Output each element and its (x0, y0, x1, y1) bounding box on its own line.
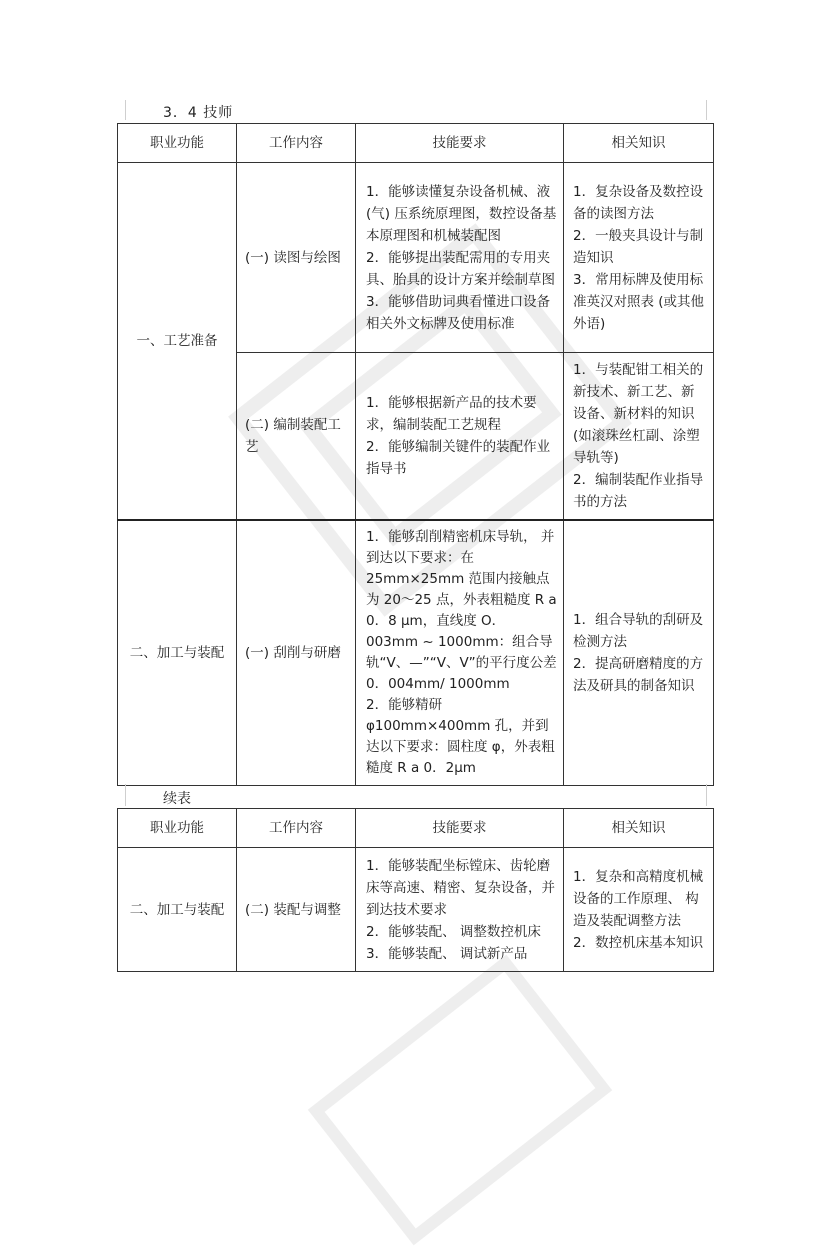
header-content: 工作内容 (237, 124, 356, 163)
skill-item: 1．能够刮削精密机床导轨， 并到达以下要求：在 25mm×25mm 范围内接触点为 20～25 点，外表粗糙度 R a 0．8 μm，直线度 O．003mm ~ 1000mm：组合导轨“V、—”“V、V”的平行度公差 0．004mm/ 1000mm (366, 529, 557, 692)
skills-cell (356, 520, 564, 786)
knowledge-item: 1．复杂和高精度机械设备的工作原理、 构造及装配调整方法 (573, 868, 704, 929)
content-cell: (一) 读图与绘图 (237, 163, 356, 353)
skill-item: 1．能够读懂复杂设备机械、液(气) 压系统原理图，数控设备基本原理图和机械装配图 (366, 183, 557, 244)
knowledge-item: 2．编制装配作业指导书的方法 (573, 472, 704, 510)
table-row (118, 163, 714, 353)
skills-cell (356, 848, 564, 972)
skill-item: 1．能够根据新产品的技术要求，编制装配工艺规程 (366, 395, 537, 433)
skill-item: 2．能够编制关键件的装配作业指导书 (366, 439, 551, 477)
function-cell: 二、加工与装配 (118, 848, 237, 972)
header-content: 工作内容 (237, 809, 356, 848)
table-row (118, 520, 714, 786)
header-skills: 技能要求 (356, 809, 564, 848)
section-title: 3．4 技师 (163, 105, 234, 121)
skills-table-continued (117, 808, 714, 972)
skill-item: 1．能够装配坐标镗床、齿轮磨床等高速、精密、复杂设备，并到达技术要求 (366, 857, 555, 918)
knowledge-cell (564, 848, 714, 972)
knowledge-item: 2．数控机床基本知识 (573, 934, 704, 951)
skill-item: 2．能够精研 φ100mm×400mm 孔，并到达以下要求：圆柱度 φ，外表粗糙度 R a 0．2μm (366, 697, 555, 776)
skill-item: 2．能够提出装配需用的专用夹具、胎具的设计方案并绘制草图 (366, 249, 555, 288)
page-margin-mark (125, 100, 126, 120)
header-function: 职业功能 (118, 124, 237, 163)
knowledge-item: 1．复杂设备及数控设备的读图方法 (573, 183, 704, 222)
knowledge-item: 1．与装配钳工相关的新技术、新工艺、新设备、新材料的知识 (如滚珠丝杠副、涂塑导轨等) (573, 362, 704, 466)
header-knowledge: 相关知识 (564, 124, 714, 163)
skill-item: 3．能够借助词典看懂进口设备相关外文标牌及使用标准 (366, 293, 551, 332)
function-cell: 二、加工与装配 (118, 520, 237, 786)
content-cell: (一) 刮削与研磨 (237, 520, 356, 786)
header-knowledge: 相关知识 (564, 809, 714, 848)
header-skills: 技能要求 (356, 124, 564, 163)
knowledge-item: 1．组合导轨的刮研及检测方法 (573, 612, 704, 650)
skills-table (117, 123, 714, 786)
skill-item: 3．能够装配、 调试新产品 (366, 945, 528, 962)
table-row (118, 848, 714, 972)
skill-item: 2．能够装配、 调整数控机床 (366, 923, 541, 940)
knowledge-item: 2．提高研磨精度的方法及研具的制备知识 (573, 656, 704, 694)
knowledge-item: 2．一般夹具设计与制造知识 (573, 227, 704, 266)
knowledge-cell (564, 520, 714, 786)
content-cell: (二) 装配与调整 (237, 848, 356, 972)
function-cell: 一、工艺准备 (118, 163, 237, 521)
knowledge-item: 3．常用标牌及使用标准英汉对照表 (或其他外语) (573, 271, 705, 332)
page-margin-mark (706, 100, 707, 120)
skills-cell (356, 353, 564, 521)
knowledge-cell (564, 163, 714, 353)
page-margin-mark (125, 784, 126, 806)
header-function: 职业功能 (118, 809, 237, 848)
content-cell: (二) 编制装配工艺 (237, 353, 356, 521)
watermark-logo (302, 949, 618, 1251)
knowledge-cell (564, 353, 714, 521)
skills-cell (356, 163, 564, 353)
page-margin-mark (706, 784, 707, 806)
continued-label: 续表 (163, 791, 191, 807)
